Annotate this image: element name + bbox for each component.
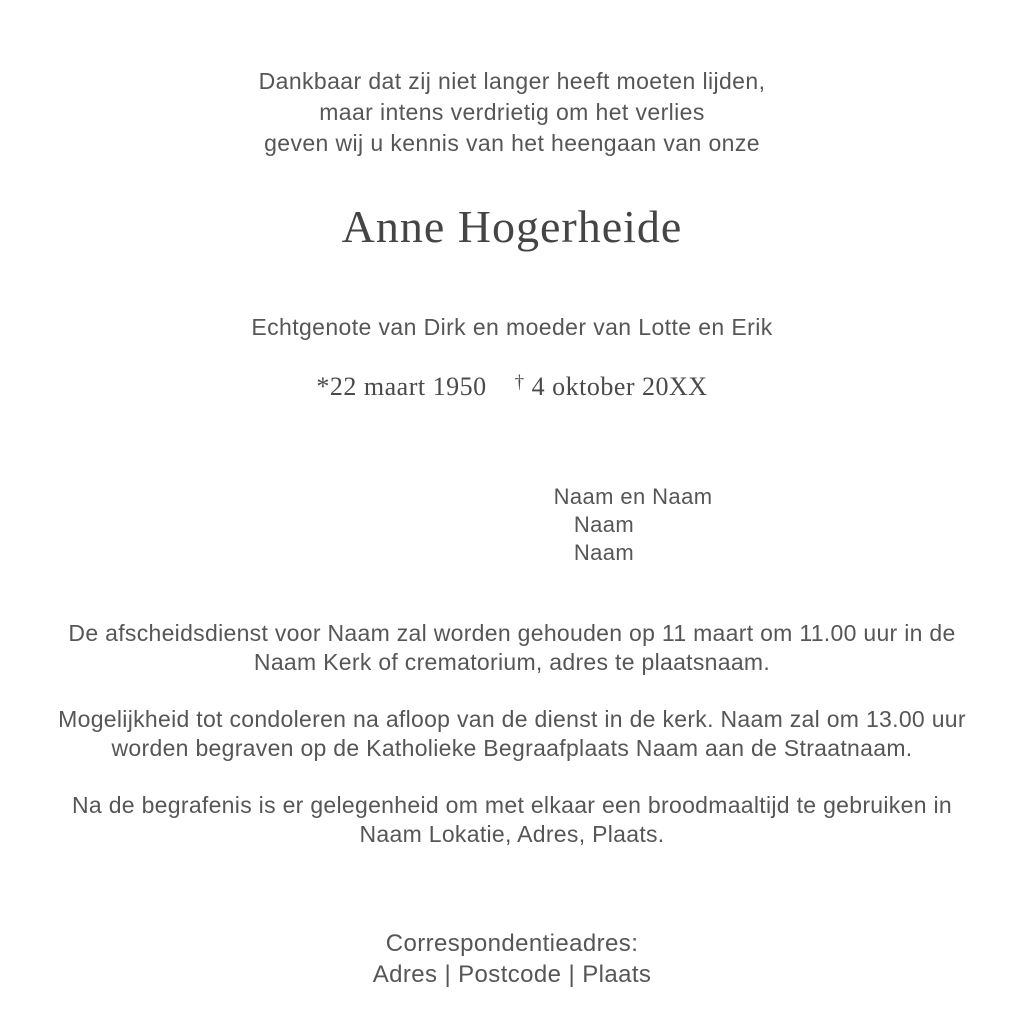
intro-line: maar intens verdrietig om het verlies (319, 99, 705, 125)
intro-block (0, 66, 1024, 159)
deceased-name: Anne Hogerheide (341, 201, 683, 252)
paragraph-line: worden begraven op de Katholieke Begraafplaats Naam aan de Straatnaam. (111, 734, 913, 761)
condolence-paragraph (52, 705, 972, 762)
paragraph-line: Naam Kerk of crematorium, adres te plaatsnaam. (253, 648, 771, 675)
death-date: 4 oktober 20XX (531, 372, 708, 401)
birth-date: *22 maart 1950 (316, 372, 487, 401)
intro-line: Dankbaar dat zij niet langer heeft moeten lijden, (258, 68, 766, 94)
relation-line: Echtgenote van Dirk en moeder van Lotte en Erik (251, 314, 773, 340)
paragraph-line: Mogelijkheid tot condoleren na afloop van de dienst in de kerk. Naam zal om 13.00 uur (58, 706, 966, 732)
gathering-paragraph (52, 791, 972, 848)
service-paragraph (52, 619, 972, 676)
intro-line: geven wij u kennis van het heengaan van onze (264, 130, 760, 156)
signatory-line: Naam (573, 540, 635, 565)
signatories-block (0, 483, 1024, 567)
birth-death-dates (0, 372, 1024, 402)
correspondence-label: Correspondentieadres: (385, 930, 639, 957)
paragraph-line: Naam Lokatie, Adres, Plaats. (359, 820, 665, 847)
correspondence-block (0, 928, 1024, 990)
signatory-line: Naam (573, 512, 635, 537)
paragraph-line: De afscheidsdienst voor Naam zal worden gehouden op 11 maart om 11.00 uur in de (68, 620, 956, 646)
signatory-line: Naam en Naam (553, 484, 713, 509)
dagger-symbol: † (514, 372, 525, 393)
service-details (0, 619, 1024, 877)
paragraph-line: Na de begrafenis is er gelegenheid om met elkaar een broodmaaltijd te gebruiken in (72, 792, 952, 818)
correspondence-address: Adres | Postcode | Plaats (372, 961, 652, 988)
